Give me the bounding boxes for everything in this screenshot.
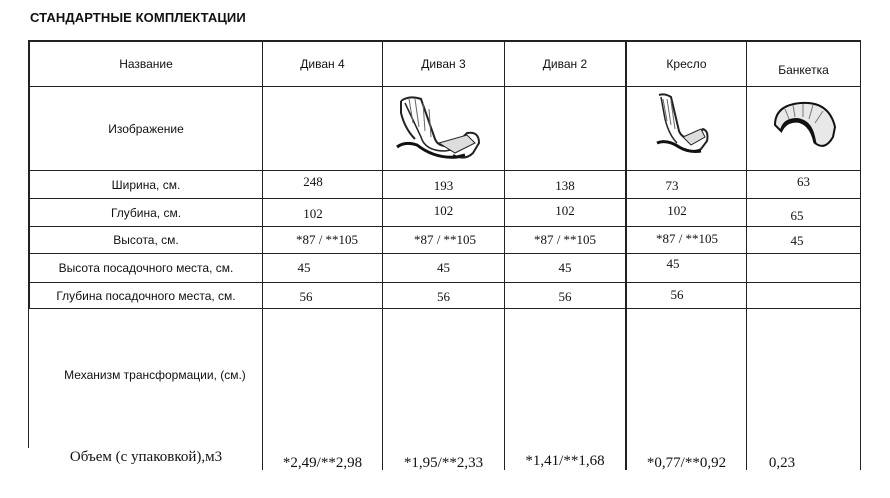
image-label: Изображение	[108, 121, 184, 136]
seat-height-value: 45	[558, 260, 572, 275]
seat-height-value: 45	[666, 256, 680, 271]
width-value: 63	[797, 174, 810, 189]
depth-label: Глубина, см.	[110, 205, 182, 220]
height-value: 45	[790, 233, 804, 248]
seat-depth-value: 56	[437, 289, 450, 304]
width-value: 73	[665, 178, 679, 193]
seat-depth-value: 56	[299, 289, 313, 304]
col-divider	[382, 40, 383, 470]
seat-height-label: Высота посадочного места, см.	[58, 261, 234, 275]
seat-height-value: 45	[297, 260, 311, 275]
height-value: *87 / **105	[655, 231, 719, 246]
seat-depth-value: 56	[558, 289, 572, 304]
depth-value: 65	[790, 208, 804, 223]
width-label: Ширина, см.	[111, 177, 181, 192]
sofa-image	[394, 92, 484, 164]
seat-depth-value	[747, 285, 847, 309]
volume-value: *2,49/**2,98	[282, 454, 363, 471]
seat-height-value: 45	[437, 260, 450, 275]
header-sofa3: Диван 3	[421, 57, 466, 71]
width-value: 248	[303, 174, 323, 189]
col-divider	[262, 40, 263, 470]
volume-value: *0,77/**0,92	[646, 454, 727, 471]
table-border-right	[860, 40, 861, 470]
seat-depth-value: 56	[670, 287, 684, 302]
seat-depth-label: Глубина посадочного места, см.	[56, 288, 236, 303]
header-bench: Банкетка	[778, 63, 829, 77]
depth-value: 102	[303, 206, 323, 221]
volume-label: Объем (с упаковкой),м3	[69, 448, 223, 465]
width-value: 193	[433, 178, 454, 193]
header-sofa4: Диван 4	[300, 57, 345, 71]
bench-image	[770, 96, 840, 156]
page-title: СТАНДАРТНЫЕ КОМПЛЕКТАЦИИ	[30, 10, 246, 25]
width-value: 138	[555, 178, 575, 193]
height-label: Высота, см.	[113, 233, 179, 247]
volume-value: *1,95/**2,33	[403, 454, 484, 471]
armchair-image	[648, 90, 714, 156]
col-divider	[746, 40, 747, 470]
height-value: *87 / **105	[413, 232, 477, 247]
col-divider	[504, 40, 505, 470]
mechanism-label: Механизм трансформации, (см.)	[64, 368, 246, 382]
mechanism-left-border	[28, 308, 29, 448]
height-value: *87 / **105	[533, 232, 597, 247]
header-sofa2: Диван 2	[542, 57, 588, 71]
header-armchair: Кресло	[666, 57, 707, 71]
depth-value: 102	[555, 203, 575, 218]
depth-value: 102	[667, 203, 687, 218]
height-value: *87 / **105	[295, 232, 359, 247]
volume-value: *1,41/**1,68	[525, 452, 605, 469]
header-name: Название	[119, 57, 173, 71]
depth-value: 102	[433, 203, 454, 218]
seat-height-value	[747, 256, 847, 280]
volume-value: 0,23	[768, 454, 796, 471]
